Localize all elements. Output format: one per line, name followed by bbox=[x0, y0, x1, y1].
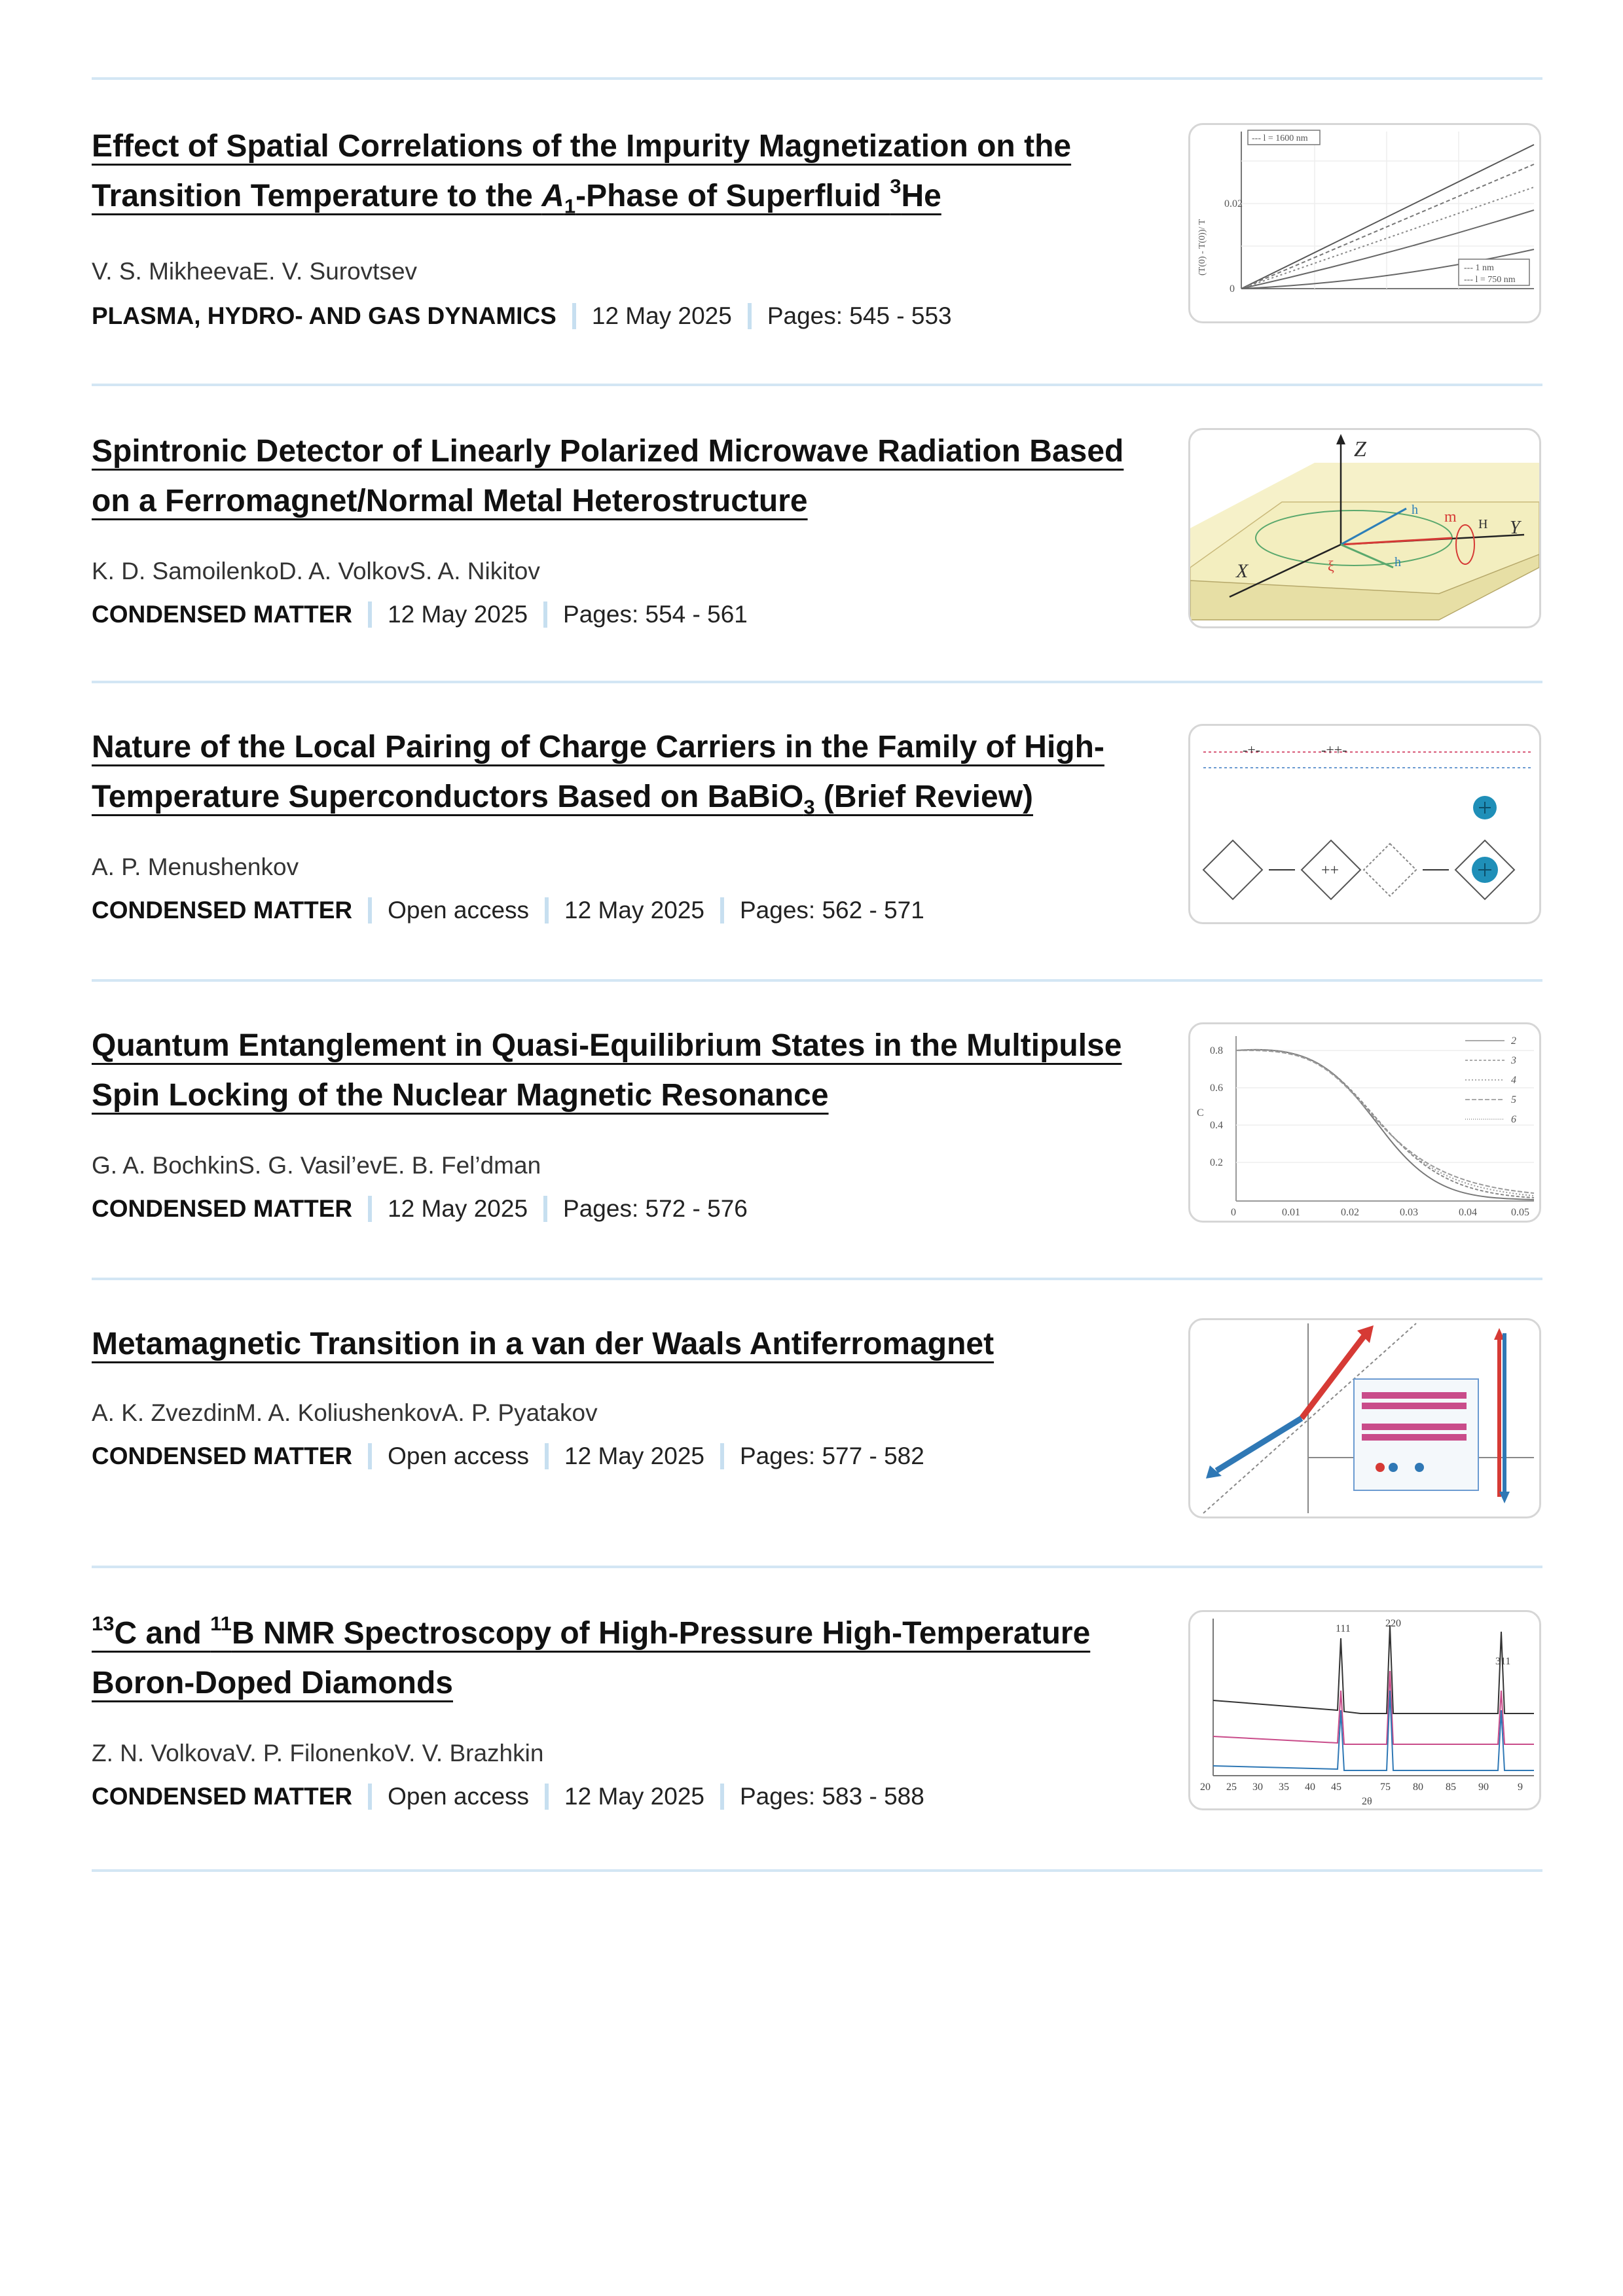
article-meta bbox=[92, 897, 924, 924]
fig-label: Y bbox=[1510, 518, 1520, 538]
page-range: Pages: 562 - 571 bbox=[739, 897, 924, 924]
meta-divider bbox=[720, 1443, 724, 1469]
meta-divider bbox=[720, 1784, 724, 1810]
separator bbox=[92, 1566, 1542, 1568]
author-link[interactable]: S. A. Nikitov bbox=[409, 558, 540, 584]
article-meta bbox=[92, 1783, 924, 1810]
article-thumbnail[interactable] bbox=[1188, 428, 1541, 628]
meta-divider bbox=[368, 1443, 372, 1469]
article-thumbnail[interactable] bbox=[1188, 1318, 1541, 1518]
fig-label: H bbox=[1478, 517, 1488, 531]
fig-tick: 30 bbox=[1252, 1782, 1263, 1793]
article-meta bbox=[92, 302, 952, 330]
article-title-link[interactable]: Quantum Entanglement in Quasi-Equilibrium States in the Multipulse Spin Locking of the Nuclear Magnetic Resonance bbox=[92, 1028, 1122, 1113]
meta-divider bbox=[572, 303, 576, 329]
author-link[interactable]: G. A. Bochkin bbox=[92, 1152, 239, 1179]
fig-tick: 0.03 bbox=[1400, 1207, 1418, 1218]
publication-date: 12 May 2025 bbox=[564, 897, 704, 924]
page-range: Pages: 577 - 582 bbox=[739, 1443, 924, 1469]
article-title-link[interactable]: Effect of Spatial Correlations of the Impurity Magnetization on the Transition Temperature to the $A_1$-Phase of Superfluid $^3$He bbox=[92, 129, 1072, 218]
fig-legend: 5 bbox=[1511, 1094, 1516, 1105]
article-title-link[interactable]: Metamagnetic Transition in a van der Waals Antiferromagnet bbox=[92, 1327, 994, 1361]
article-authors bbox=[92, 1152, 541, 1179]
article-title-link[interactable]: Spintronic Detector of Linearly Polarized Microwave Radiation Based on a Ferromagnet/Normal Metal Heterostructure bbox=[92, 434, 1124, 518]
fig-tick: 35 bbox=[1279, 1782, 1289, 1793]
fig-label: m bbox=[1444, 509, 1457, 526]
publication-date: 12 May 2025 bbox=[564, 1783, 704, 1810]
article-thumbnail[interactable] bbox=[1188, 724, 1541, 924]
author-link[interactable]: V. S. Mikheeva bbox=[92, 258, 253, 285]
svg-text:++: ++ bbox=[1321, 862, 1340, 879]
fig-tick: 75 bbox=[1380, 1782, 1391, 1793]
open-access-badge: Open access bbox=[388, 897, 530, 924]
fig-label: X bbox=[1236, 560, 1249, 582]
author-link[interactable]: A. P. Menushenkov bbox=[92, 853, 299, 880]
page-range: Pages: 583 - 588 bbox=[739, 1783, 924, 1810]
magnetization-vectors bbox=[1190, 1320, 1539, 1516]
publication-date: 12 May 2025 bbox=[388, 601, 528, 628]
fig-tick: 0.02 bbox=[1224, 198, 1243, 209]
author-link[interactable]: M. A. Koliushenkov bbox=[236, 1399, 442, 1426]
section-label[interactable]: CONDENSED MATTER bbox=[92, 897, 353, 924]
fig-label: 311 bbox=[1495, 1656, 1511, 1667]
fig-tick: 90 bbox=[1478, 1782, 1489, 1793]
fig-tick: 80 bbox=[1413, 1782, 1423, 1793]
author-link[interactable]: K. D. Samoilenko bbox=[92, 558, 279, 584]
article-title bbox=[92, 1021, 1152, 1121]
article-thumbnail[interactable] bbox=[1188, 1610, 1541, 1810]
fig-label: ξ bbox=[1328, 558, 1334, 574]
fig-legend: 4 bbox=[1511, 1075, 1516, 1086]
meta-divider bbox=[543, 601, 547, 628]
fig-legend: --- 1 nm bbox=[1464, 263, 1494, 273]
fig-tick: 0.05 bbox=[1511, 1207, 1529, 1218]
fig-legend: 2 bbox=[1511, 1035, 1516, 1047]
article-authors bbox=[92, 1740, 543, 1767]
svg-text:-+-: -+- bbox=[1243, 742, 1261, 758]
author-link[interactable]: E. V. Surovtsev bbox=[252, 258, 418, 285]
section-label[interactable]: CONDENSED MATTER bbox=[92, 1195, 353, 1222]
fig-axis-label: 2θ bbox=[1362, 1796, 1372, 1807]
article-title bbox=[92, 723, 1178, 822]
fig-legend: --- l = 750 nm bbox=[1464, 275, 1516, 285]
article-authors bbox=[92, 258, 417, 285]
section-label[interactable]: CONDENSED MATTER bbox=[92, 1443, 353, 1469]
fig-tick: 9 bbox=[1518, 1782, 1523, 1793]
publication-date: 12 May 2025 bbox=[564, 1443, 704, 1469]
fig-label: Z bbox=[1354, 437, 1366, 461]
heterostructure-diagram bbox=[1190, 430, 1539, 626]
page-range: Pages: 572 - 576 bbox=[563, 1195, 748, 1222]
entanglement-plot bbox=[1190, 1024, 1539, 1221]
article-title bbox=[92, 427, 1152, 526]
author-link[interactable]: V. P. Filonenko bbox=[236, 1740, 395, 1767]
publication-date: 12 May 2025 bbox=[388, 1195, 528, 1222]
article-authors bbox=[92, 558, 540, 585]
article-meta bbox=[92, 1195, 748, 1223]
fig-tick: 0 bbox=[1230, 283, 1235, 295]
fig-label: 220 bbox=[1385, 1618, 1401, 1629]
author-link[interactable]: V. V. Brazhkin bbox=[394, 1740, 544, 1767]
open-access-badge: Open access bbox=[388, 1443, 530, 1469]
author-link[interactable]: A. P. Pyatakov bbox=[441, 1399, 598, 1426]
fig-tick: 0.02 bbox=[1341, 1207, 1359, 1218]
page-range: Pages: 545 - 553 bbox=[767, 302, 952, 329]
article-meta bbox=[92, 601, 748, 628]
fig-legend: 3 bbox=[1511, 1055, 1516, 1066]
article-title-link[interactable]: $^{13}$C and $^{11}$B NMR Spectroscopy of High-Pressure High-Temperature Boron-Doped Diamonds bbox=[92, 1612, 1091, 1700]
article-title-link[interactable]: Nature of the Local Pairing of Charge Carriers in the Family of High-Temperature Superconductors Based on BaBiO$_3$ (Brief Review) bbox=[92, 730, 1104, 819]
fig-tick: 0.01 bbox=[1282, 1207, 1300, 1218]
separator bbox=[92, 1278, 1542, 1280]
publication-date: 12 May 2025 bbox=[591, 302, 732, 329]
separator bbox=[92, 681, 1542, 683]
fig-tick: 25 bbox=[1226, 1782, 1237, 1793]
article-authors bbox=[92, 1399, 598, 1427]
pairing-schematic bbox=[1190, 726, 1539, 922]
article-thumbnail[interactable] bbox=[1188, 123, 1541, 323]
author-link[interactable]: Z. N. Volkova bbox=[92, 1740, 236, 1767]
page-range: Pages: 554 - 561 bbox=[563, 601, 748, 628]
fig-axis-label: C bbox=[1197, 1107, 1204, 1119]
fig-tick: 40 bbox=[1305, 1782, 1315, 1793]
fig-tick: 0.8 bbox=[1210, 1045, 1223, 1056]
fig-legend: --- l = 1600 nm bbox=[1252, 134, 1308, 143]
separator bbox=[92, 384, 1542, 386]
separator bbox=[92, 77, 1542, 80]
article-title bbox=[92, 122, 1152, 221]
author-link[interactable]: E. B. Fel’dman bbox=[382, 1152, 541, 1179]
line-plot-figure bbox=[1190, 125, 1539, 321]
svg-text:-++-: -++- bbox=[1321, 742, 1347, 758]
section-label[interactable]: CONDENSED MATTER bbox=[92, 1783, 353, 1810]
author-link[interactable]: A. K. Zvezdin bbox=[92, 1399, 236, 1426]
fig-label: h bbox=[1395, 555, 1401, 569]
meta-divider bbox=[545, 1784, 549, 1810]
meta-divider bbox=[545, 1443, 549, 1469]
section-label[interactable]: PLASMA, HYDRO- AND GAS DYNAMICS bbox=[92, 302, 556, 329]
meta-divider bbox=[748, 303, 752, 329]
fig-tick: 0.4 bbox=[1210, 1120, 1223, 1131]
article-title bbox=[92, 1319, 1152, 1369]
article-thumbnail[interactable] bbox=[1188, 1022, 1541, 1223]
separator bbox=[92, 979, 1542, 982]
meta-divider bbox=[720, 897, 724, 924]
fig-legend: 6 bbox=[1511, 1114, 1516, 1125]
fig-axis-label: (T(0) - T(0))/ T bbox=[1197, 219, 1207, 276]
fig-tick: 20 bbox=[1200, 1782, 1211, 1793]
fig-tick: 85 bbox=[1446, 1782, 1456, 1793]
meta-divider bbox=[368, 1196, 372, 1222]
open-access-badge: Open access bbox=[388, 1783, 530, 1810]
author-link[interactable]: D. A. Volkov bbox=[278, 558, 410, 584]
article-title bbox=[92, 1609, 1178, 1708]
article-authors bbox=[92, 853, 299, 881]
meta-divider bbox=[545, 897, 549, 924]
fig-tick: 0.04 bbox=[1459, 1207, 1477, 1218]
meta-divider bbox=[368, 601, 372, 628]
meta-divider bbox=[368, 1784, 372, 1810]
fig-tick: 45 bbox=[1331, 1782, 1341, 1793]
separator bbox=[92, 1869, 1542, 1872]
fig-label: h bbox=[1412, 503, 1418, 517]
fig-tick: 0.6 bbox=[1210, 1083, 1223, 1094]
fig-tick: 0 bbox=[1231, 1207, 1236, 1218]
meta-divider bbox=[368, 897, 372, 924]
xrd-spectrum bbox=[1190, 1612, 1539, 1808]
fig-tick: 0.2 bbox=[1210, 1157, 1223, 1168]
section-label[interactable]: CONDENSED MATTER bbox=[92, 601, 353, 628]
meta-divider bbox=[543, 1196, 547, 1222]
author-link[interactable]: S. G. Vasil’ev bbox=[238, 1152, 382, 1179]
fig-label: 111 bbox=[1336, 1623, 1351, 1634]
article-meta bbox=[92, 1443, 924, 1470]
